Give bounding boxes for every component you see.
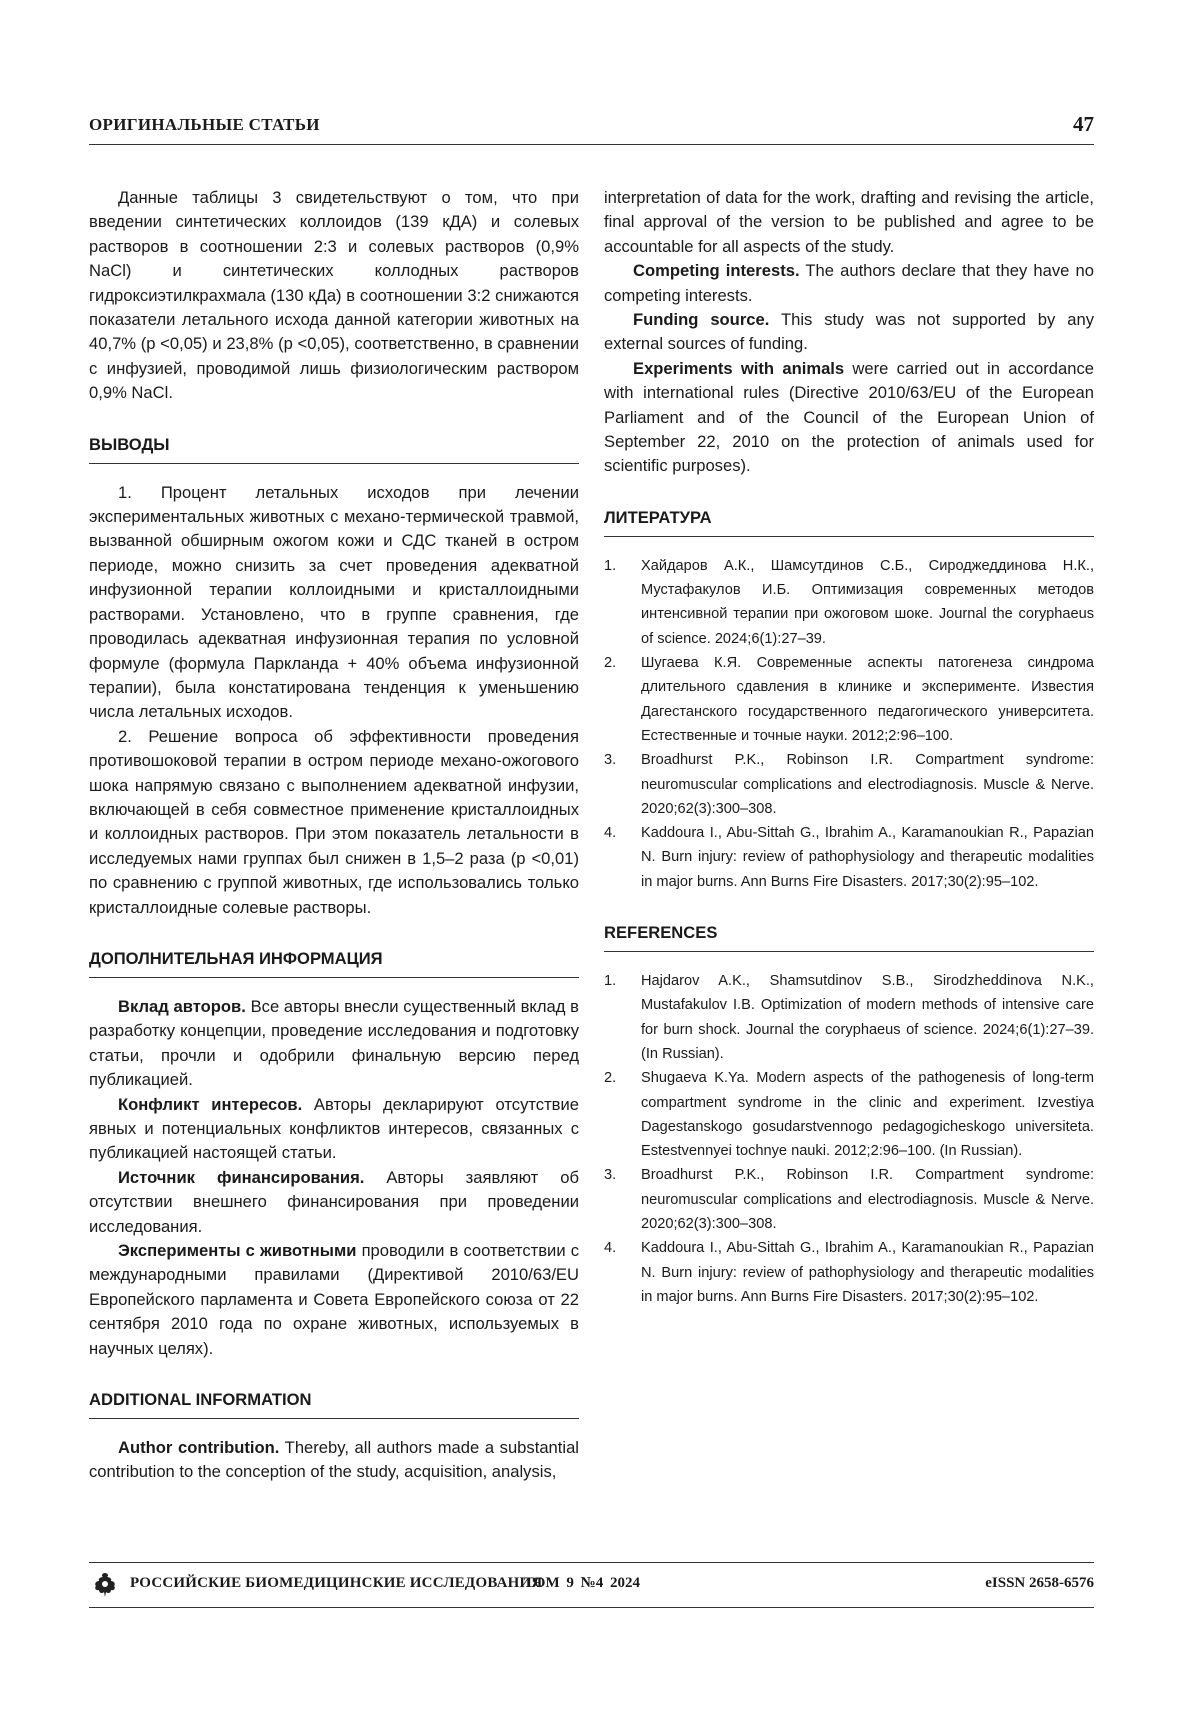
conclusions-heading: ВЫВОДЫ: [89, 434, 579, 464]
literature-item: [604, 821, 1094, 894]
reference-item: [604, 1236, 1094, 1309]
section-title: ОРИГИНАЛЬНЫЕ СТАТЬИ: [89, 115, 320, 134]
page-number: 47: [1073, 112, 1094, 136]
animals-ru-paragraph: [89, 1239, 579, 1361]
competing-paragraph: [604, 259, 1094, 308]
animals-ru-label: Эксперименты с животными: [118, 1241, 357, 1261]
funding-en-paragraph: [604, 308, 1094, 357]
contribution-en-continued: interpretation of data for the work, drafting and revising the article, final approval of the version to be published and agree to be accountable for all aspects of the study.: [604, 188, 1094, 256]
right-column: [604, 186, 1094, 1309]
contribution-en-label: Author contribution.: [118, 1438, 280, 1458]
literature-item: [604, 651, 1094, 748]
literature-item-text: Kaddoura I., Abu-Sittah G., Ibrahim A., Karamanoukian R., Papazian N. Burn injury: review of pathophysiology and therapeutic modalities in major burns. Ann Burns Fire Disasters. 2017;30(2):95–102.: [641, 825, 1094, 890]
conflict-ru-text: Авторы декларируют отсутствие явных и потенциальных конфликтов интересов, связанных с публикацией настоящей статьи.: [89, 1094, 579, 1163]
journal-emblem-icon: [91, 1571, 119, 1599]
literature-item-number: 2.: [604, 655, 617, 672]
competing-text: The authors declare that they have no competing interests.: [604, 261, 1094, 305]
issue-info: ТОМ 9 №4 2024: [524, 1575, 640, 1591]
conclusion-paragraph-2: 2. Решение вопроса об эффективности проведения противошоковой терапии в остром периоде механо-ожогового шока напрямую связано с выполнением адекватной инфузии, включающей в себя совместное применение кристаллоидных и коллоидных растворов. При этом показатель летальности в исследуемых нами группах был снижен в 1,5–2 раза (р <0,01) по сравнению с группой животных, где использовались только кристаллоидные солевые растворы.: [89, 726, 579, 917]
literature-item-number: 4.: [604, 825, 617, 842]
funding-en-label: Funding source.: [633, 310, 770, 330]
references-list: [604, 969, 1094, 1309]
animals-ru-text: проводили в соответствии с международными правилами (Директивой 2010/63/EU Европейского парламента и Совета Европейского союза от 22 сентября 2010 года по охране животных, используемых в научных целях).: [89, 1241, 579, 1358]
animals-en-label: Experiments with animals: [633, 358, 845, 378]
reference-item-text: Broadhurst P.K., Robinson I.R. Compartment syndrome: neuromuscular complications and electrodiagnosis. Muscle & Nerve. 2020;62(3):300–308.: [641, 1167, 1094, 1232]
funding-ru-paragraph: [89, 1166, 579, 1239]
left-column: [89, 186, 579, 1485]
funding-ru-text: Авторы заявляют об отсутствии внешнего финансирования при проведении исследования.: [89, 1167, 579, 1236]
journal-name: РОССИЙСКИЕ БИОМЕДИЦИНСКИЕ ИССЛЕДОВАНИЯ: [130, 1575, 543, 1591]
running-head: [89, 110, 1094, 145]
references-heading: REFERENCES: [604, 922, 1094, 952]
conflict-ru-label: Конфликт интересов.: [118, 1094, 303, 1114]
reference-item: [604, 1163, 1094, 1236]
contribution-en-text: Thereby, all authors made a substantial contribution to the conception of the study, acquisition, analysis,: [89, 1438, 579, 1482]
issn: eISSN 2658-6576: [985, 1575, 1094, 1591]
animals-en-text: were carried out in accordance with international rules (Directive 2010/63/EU of the European Parliament and of the Council of the European Union of September 22, 2010 on the protection of animals used for scientific purposes).: [604, 358, 1094, 476]
conclusion-paragraph-1: 1. Процент летальных исходов при лечении экспериментальных животных с механо-термической травмой, вызванной обширным ожогом кожи и СДС тканей в остром периоде, можно снизить за счет проведения адекватной инфузионной терапии коллоидными и кристаллоидными растворами. Установлено, что в группе сравнения, где проводилась адекватная инфузионная терапия по условной формуле (формула Паркланда + 40% объема инфузионной терапии), была констатирована тенденция к уменьшению числа летальных исходов.: [89, 482, 579, 722]
funding-en-text: This study was not supported by any external sources of funding.: [604, 310, 1094, 354]
reference-item-text: Kaddoura I., Abu-Sittah G., Ibrahim A., Karamanoukian R., Papazian N. Burn injury: review of pathophysiology and therapeutic modalities in major burns. Ann Burns Fire Disasters. 2017;30(2):95–102.: [641, 1240, 1094, 1305]
contribution-ru-paragraph: [89, 995, 579, 1093]
contribution-en-paragraph: [89, 1436, 579, 1485]
additional-info-ru-heading: ДОПОЛНИТЕЛЬНАЯ ИНФОРМАЦИЯ: [89, 948, 579, 978]
reference-item: [604, 969, 1094, 1066]
reference-item-number: 1.: [604, 973, 617, 990]
reference-item-number: 2.: [604, 1070, 617, 1087]
literature-item: [604, 554, 1094, 651]
literature-heading: ЛИТЕРАТУРА: [604, 507, 1094, 537]
page-footer: [89, 1562, 1094, 1608]
literature-item-number: 3.: [604, 752, 617, 769]
literature-item-text: Шугаева К.Я. Современные аспекты патогенеза синдрома длительного сдавления в клинике и эксперименте. Известия Дагестанского государственного педагогического университета. Естественные и точные науки. 2012;2:96–100.: [641, 655, 1094, 744]
reference-item: [604, 1066, 1094, 1163]
literature-item-text: Broadhurst P.K., Robinson I.R. Compartment syndrome: neuromuscular complications and electrodiagnosis. Muscle & Nerve. 2020;62(3):300–308.: [641, 752, 1094, 817]
animals-en-paragraph: [604, 357, 1094, 479]
literature-list: [604, 554, 1094, 894]
additional-info-en-heading: ADDITIONAL INFORMATION: [89, 1389, 579, 1419]
contribution-ru-text: Все авторы внесли существенный вклад в разработку концепции, проведение исследования и подготовку статьи, прочли и одобрили финальную версию перед публикацией.: [89, 996, 579, 1090]
contribution-ru-label: Вклад авторов.: [118, 996, 246, 1016]
literature-item: [604, 748, 1094, 821]
reference-item-text: Hajdarov A.K., Shamsutdinov S.B., Sirodzheddinova N.K., Mustafakulov I.B. Optimization of modern methods of intensive care for burn shock. Journal the coryphaeus of science. 2024;6(1):27–39. (In Russian).: [641, 973, 1094, 1062]
funding-ru-label: Источник финансирования.: [118, 1167, 365, 1187]
competing-label: Competing interests.: [633, 261, 800, 281]
conflict-ru-paragraph: [89, 1093, 579, 1166]
reference-item-number: 3.: [604, 1167, 617, 1184]
reference-item-text: Shugaeva K.Ya. Modern aspects of the pathogenesis of long-term compartment syndrome in the clinic and experiment. Izvestiya Dagestanskogo gosudarstvennogo pedagogicheskogo universiteta. Estestvennyei tochnye nauki. 2012;2:96–100. (In Russian).: [641, 1070, 1094, 1160]
reference-item-number: 4.: [604, 1240, 617, 1257]
literature-item-number: 1.: [604, 557, 617, 574]
literature-item-text: Хайдаров А.К., Шамсутдинов С.Б., Сироджеддинова Н.К., Мустафакулов И.Б. Оптимизация современных методов интенсивной терапии при ожоговом шоке. Journal the coryphaeus of science. 2024;6(1):27–39.: [641, 557, 1094, 647]
intro-paragraph: Данные таблицы 3 свидетельствуют о том, что при введении синтетических коллоидов (139 кДА) и солевых растворов в соотношении 2:3 и солевых растворов (0,9% NaCl) и синтетических коллодных растворов гидроксиэтилкрахмала (130 кДа) в соотношении 3:2 снижаются показатели летального исхода данной категории животных на 40,7% (р <0,05) и 23,8% (р <0,05), соответственно, в сравнении с инфузией, проводимой лишь физиологическим раствором 0,9% NaCl.: [89, 188, 579, 403]
